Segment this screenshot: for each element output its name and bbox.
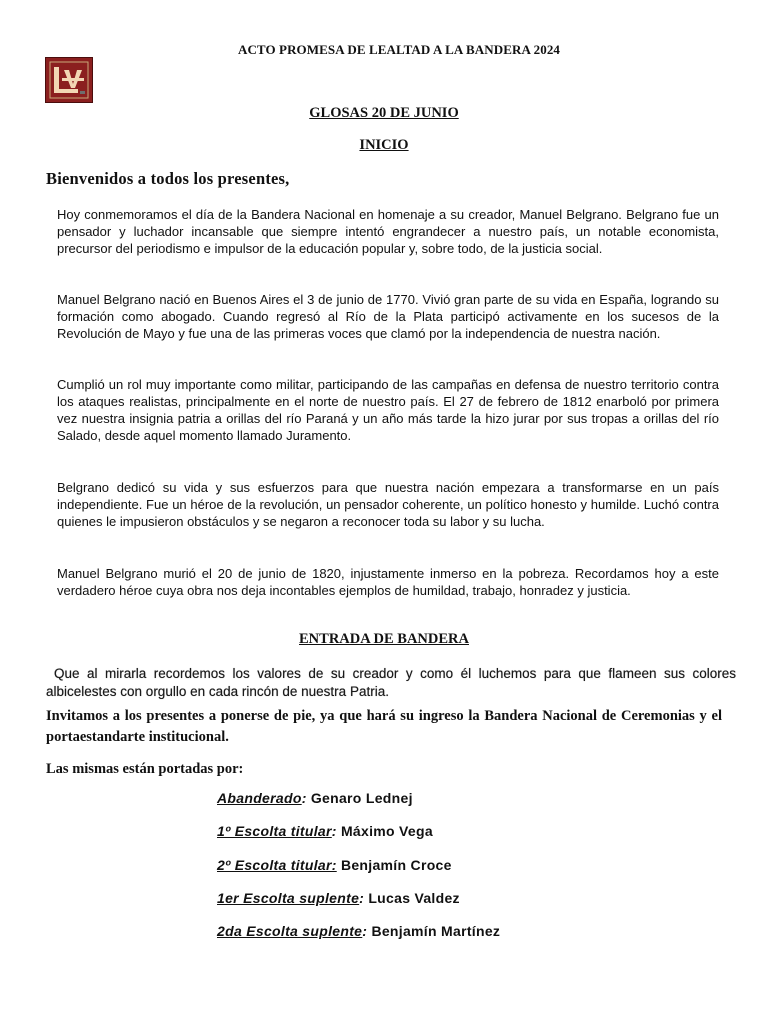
paragraph-3: Cumplió un rol muy importante como militar, participando de las campañas en defensa de nuestro territorio contra los ataques realistas, principalmente en el norte de nuestro país. El 27 de febrero de 1812 enarboló por primera vez nuestra insignia patria a orillas del río Paraná y un año más tarde la hizo jurar por sus tropas a orillas del río Salado, desde aquel momento llamado Juramento. — [57, 377, 719, 443]
role-label: Abanderado — [217, 790, 302, 806]
role-name: Benjamín Martínez — [371, 923, 501, 940]
role-label: 2da Escolta suplente — [217, 923, 363, 940]
role-name: Genaro Lednej — [310, 790, 413, 806]
role-label: 1er Escolta suplente — [217, 889, 360, 906]
role-name: Benjamín Croce — [340, 856, 452, 873]
role-abanderado: Abanderado: Genaro Lednej — [217, 790, 413, 806]
carriers-intro: Las mismas están portadas por: — [46, 761, 244, 777]
role-escolta-suplente-2: 2da Escolta suplente: Benjamín Martínez — [217, 923, 501, 940]
entrada-text: Que al mirarla recordemos los valores de su creador y como él luchemos para que flameen sus colores albicelestes con orgullo en cada rincón de nuestra Patria. — [46, 666, 736, 699]
school-logo — [45, 57, 93, 103]
role-escolta-titular-1: 1º Escolta titular: Máximo Vega — [217, 823, 433, 840]
role-name: Lucas Valdez — [368, 889, 460, 906]
role-escolta-suplente-1: 1er Escolta suplente: Lucas Valdez — [217, 889, 460, 906]
entrada-heading: ENTRADA DE BANDERA — [299, 631, 469, 647]
paragraph-4: Belgrano dedicó su vida y sus esfuerzos para que nuestra nación empezara a transformarse en un país independiente. Fue un héroe de la revolución, un pensador coherente, un político honesto y humilde. Luchó contra quienes le impusieron obstáculos y se negaron a reconocer toda su labor y su lucha. — [57, 480, 719, 529]
role-escolta-titular-2 — [217, 857, 500, 879]
inicio-heading: INICIO — [359, 137, 409, 153]
flag-carriers-list — [217, 790, 500, 956]
glosas-heading: GLOSAS 20 DE JUNIO — [309, 105, 459, 121]
role-name: Máximo Vega — [340, 823, 433, 840]
role-label: 2º Escolta titular: — [217, 856, 337, 873]
document-title: ACTO PROMESA DE LEALTAD A LA BANDERA 2024 — [237, 42, 561, 57]
paragraph-1: Hoy conmemoramos el día de la Bandera Nacional en homenaje a su creador, Manuel Belgrano. Belgrano fue un pensador y luchador incansable que siempre intentó engrandecer a nuestro país, un notable economista, precursor del periodismo e impulsor de la educación popular y, sobre todo, de la justicia social. — [57, 207, 719, 256]
greeting: Bienvenidos a todos los presentes, — [46, 169, 290, 188]
paragraph-2: Manuel Belgrano nació en Buenos Aires el 3 de junio de 1770. Vivió gran parte de su vida en España, logrando su formación como abogado. Cuando regresó al Río de la Plata participó activamente en los sucesos de la Revolución de Mayo y fue una de las primeras voces que clamó por la independencia de nuestra nación. — [57, 292, 719, 341]
role-label: 1º Escolta titular — [217, 823, 332, 840]
invitation-text: Invitamos a los presentes a ponerse de pie, ya que hará su ingreso la Bandera Nacional de Ceremonias y el portaestandarte institucional. — [46, 708, 722, 745]
paragraph-5: Manuel Belgrano murió el 20 de junio de 1820, injustamente inmerso en la pobreza. Recordamos hoy a este verdadero héroe cuya obra nos deja incontables ejemplos de humildad, trabajo, honradez y justicia. — [57, 566, 719, 598]
